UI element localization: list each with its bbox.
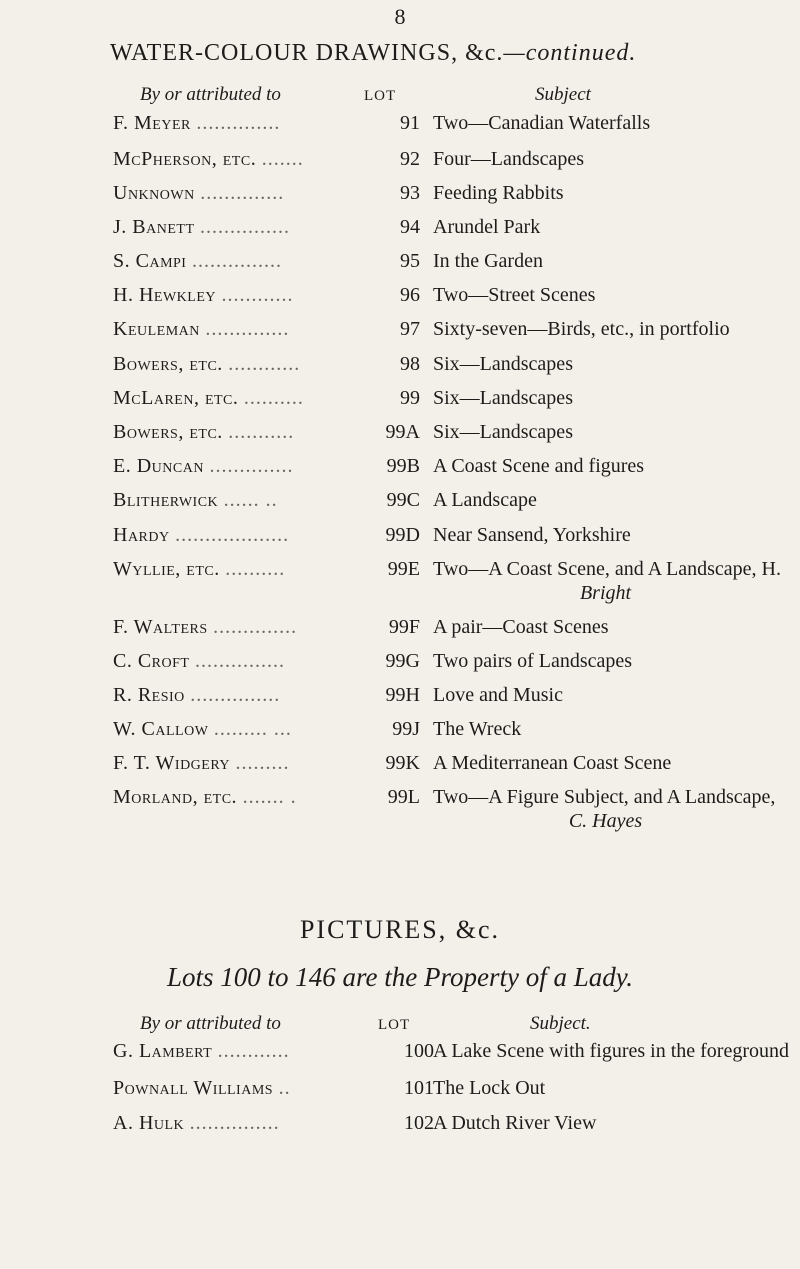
- artist-name-text: J. Banett: [113, 216, 195, 238]
- artist-name: [113, 1077, 291, 1100]
- lot-number: 99J: [392, 718, 420, 740]
- lot-subject: Two—Canadian Waterfalls: [433, 112, 651, 134]
- lot-subject: Two—Street Scenes: [433, 284, 596, 306]
- lot-number: 99C: [386, 489, 420, 511]
- page-number: 8: [394, 4, 406, 29]
- leader-dots: ...............: [200, 216, 290, 238]
- lot-row: [0, 284, 800, 316]
- leader-dots: ..............: [209, 455, 294, 477]
- leader-dots: ..: [278, 1077, 291, 1099]
- section-title: [110, 40, 636, 67]
- lot-subject: Six—Landscapes: [433, 387, 573, 409]
- column-head-lot: LOT: [364, 88, 397, 104]
- lot-row: [0, 318, 800, 350]
- lot-number: 99L: [387, 786, 420, 808]
- lot-subject: Feeding Rabbits: [433, 182, 564, 204]
- lot-number: 99A: [385, 421, 420, 443]
- artist-name: [113, 786, 297, 809]
- leader-dots: ..............: [213, 616, 298, 638]
- lot-subject: Four—Landscapes: [433, 148, 585, 170]
- lot-subject: The Lock Out: [433, 1077, 546, 1099]
- section-title-continued: —continued.: [503, 40, 637, 66]
- lot-subject: Two—A Coast Scene, and A Landscape, H.: [433, 558, 781, 580]
- pictures-lot-row: [0, 1077, 800, 1109]
- artist-name-text: Hardy: [113, 524, 170, 546]
- leader-dots: ...............: [190, 684, 281, 706]
- lot-number: 99F: [388, 616, 420, 638]
- lot-row: [0, 387, 800, 419]
- artist-name: [113, 489, 278, 512]
- artist-name: [113, 284, 293, 307]
- pictures-column-head-lot: LOT: [378, 1017, 411, 1033]
- lot-number: 99G: [385, 650, 420, 672]
- lot-row: [0, 786, 800, 832]
- lot-subject-continued: C. Hayes: [568, 810, 643, 832]
- leader-dots: ..............: [200, 182, 285, 204]
- lot-number: 99: [400, 387, 420, 409]
- artist-name-text: Pownall Williams: [113, 1077, 274, 1099]
- artist-name-text: McPherson, etc.: [113, 148, 257, 170]
- lot-number: 99K: [385, 752, 420, 774]
- section-title-main: WATER-COLOUR DRAWINGS, &c.: [110, 40, 504, 66]
- artist-name-text: A. Hulk: [113, 1112, 185, 1134]
- leader-dots: ...............: [194, 650, 285, 672]
- artist-name: [113, 718, 292, 741]
- artist-name-text: S. Campi: [113, 250, 187, 272]
- artist-name-text: Bowers, etc.: [113, 353, 223, 375]
- artist-name-text: G. Lambert: [113, 1040, 213, 1062]
- artist-name: [113, 112, 280, 135]
- lot-number: 95: [400, 250, 420, 272]
- lot-number: 101: [404, 1077, 434, 1099]
- pictures-heading: PICTURES, &c.: [299, 915, 501, 944]
- artist-name: [113, 1112, 280, 1135]
- lot-subject: A Mediterranean Coast Scene: [433, 752, 672, 774]
- lot-number: 97: [400, 318, 420, 340]
- artist-name-text: F. Meyer: [113, 112, 191, 134]
- artist-name: [113, 182, 284, 205]
- artist-name: [113, 650, 285, 673]
- leader-dots: ...... ..: [223, 489, 278, 511]
- artist-name-text: W. Callow: [113, 718, 209, 740]
- lot-number: 92: [400, 148, 420, 170]
- artist-name: [113, 353, 300, 376]
- lot-subject: A Coast Scene and figures: [433, 455, 645, 477]
- lot-subject: A Landscape: [433, 489, 537, 511]
- lot-number: 99E: [387, 558, 420, 580]
- lot-row: [0, 558, 800, 604]
- artist-name: [113, 752, 290, 775]
- lot-subject: A Dutch River View: [433, 1112, 597, 1134]
- lot-number: 99B: [386, 455, 420, 477]
- leader-dots: .........: [235, 752, 290, 774]
- lot-subject: Two—A Figure Subject, and A Landscape,: [433, 786, 776, 808]
- leader-dots: ...............: [189, 1112, 280, 1134]
- leader-dots: ..........: [243, 387, 304, 409]
- artist-name-text: H. Hewkley: [113, 284, 216, 306]
- artist-name-text: Unknown: [113, 182, 195, 204]
- artist-name: [113, 148, 304, 171]
- lot-number: 94: [400, 216, 420, 238]
- lot-row: [0, 752, 800, 784]
- lot-number: 99D: [385, 524, 420, 546]
- lot-subject: Love and Music: [433, 684, 563, 706]
- lot-number: 99H: [385, 684, 420, 706]
- artist-name: [113, 616, 297, 639]
- lot-row: [0, 616, 800, 648]
- artist-name-text: Bowers, etc.: [113, 421, 223, 443]
- artist-name: [113, 1040, 290, 1063]
- lot-subject: Sixty-seven—Birds, etc., in portfolio: [433, 318, 730, 340]
- artist-name-text: McLaren, etc.: [113, 387, 239, 409]
- leader-dots: ..............: [205, 318, 290, 340]
- artist-name: [113, 216, 290, 239]
- artist-name-text: C. Croft: [113, 650, 190, 672]
- lot-row: [0, 718, 800, 750]
- leader-dots: ...............: [191, 250, 282, 272]
- lot-subject: Near Sansend, Yorkshire: [433, 524, 631, 546]
- artist-name: [113, 387, 304, 410]
- artist-name: [113, 558, 285, 581]
- lot-number: 98: [400, 353, 420, 375]
- lot-number: 96: [400, 284, 420, 306]
- artist-name-text: F. T. Widgery: [113, 752, 231, 774]
- leader-dots: ............: [221, 284, 294, 306]
- artist-name-text: E. Duncan: [113, 455, 204, 477]
- pictures-column-head-artist: By or attributed to: [140, 1013, 281, 1034]
- artist-name: [113, 524, 289, 547]
- lot-row: [0, 216, 800, 248]
- artist-name-text: F. Walters: [113, 616, 208, 638]
- lot-subject: Six—Landscapes: [433, 353, 573, 375]
- leader-dots: ..............: [196, 112, 281, 134]
- lot-subject: Arundel Park: [433, 216, 541, 238]
- lot-row: [0, 182, 800, 214]
- leader-dots: ....... .: [242, 786, 297, 808]
- pictures-lot-row: [0, 1112, 800, 1144]
- lot-row: [0, 421, 800, 453]
- artist-name: [113, 421, 294, 444]
- lot-row: [0, 250, 800, 282]
- lot-row: [0, 148, 800, 180]
- lot-subject: Two pairs of Landscapes: [433, 650, 633, 672]
- lot-subject: Six—Landscapes: [433, 421, 573, 443]
- lot-row: [0, 455, 800, 487]
- lot-subject: The Wreck: [433, 718, 522, 740]
- leader-dots: .......: [261, 148, 304, 170]
- leader-dots: ..........: [225, 558, 286, 580]
- lot-row: [0, 684, 800, 716]
- leader-dots: ...........: [228, 421, 295, 443]
- lot-subject: A pair—Coast Scenes: [433, 616, 609, 638]
- lot-subject: In the Garden: [433, 250, 543, 272]
- column-head-subject: Subject: [535, 84, 591, 105]
- leader-dots: ............: [228, 353, 301, 375]
- lot-row: [0, 489, 800, 521]
- lot-number: 100: [404, 1040, 434, 1062]
- column-head-artist: By or attributed to: [140, 84, 281, 105]
- leader-dots: ...................: [175, 524, 290, 546]
- artist-name-text: R. Resio: [113, 684, 185, 706]
- artist-name: [113, 250, 282, 273]
- lot-number: 91: [400, 112, 420, 134]
- lot-row: [0, 524, 800, 556]
- artist-name: [113, 318, 289, 341]
- lots-note: Lots 100 to 146 are the Property of a Lady.: [167, 962, 633, 992]
- lot-row: [0, 650, 800, 682]
- artist-name-text: Wyllie, etc.: [113, 558, 220, 580]
- lot-number: 93: [400, 182, 420, 204]
- pictures-column-head-subject: Subject.: [530, 1013, 591, 1034]
- artist-name-text: Morland, etc.: [113, 786, 238, 808]
- artist-name: [113, 455, 293, 478]
- lot-row: [0, 353, 800, 385]
- leader-dots: ......... ...: [213, 718, 292, 740]
- lot-subject-continued: Bright: [579, 582, 632, 604]
- leader-dots: ............: [217, 1040, 290, 1062]
- pictures-lot-row: [0, 1040, 800, 1072]
- artist-name-text: Keuleman: [113, 318, 200, 340]
- lot-row: [0, 112, 800, 144]
- artist-name: [113, 684, 280, 707]
- artist-name-text: Blitherwick: [113, 489, 219, 511]
- lot-subject: A Lake Scene with figures in the foreground: [433, 1040, 790, 1062]
- lot-number: 102: [404, 1112, 434, 1134]
